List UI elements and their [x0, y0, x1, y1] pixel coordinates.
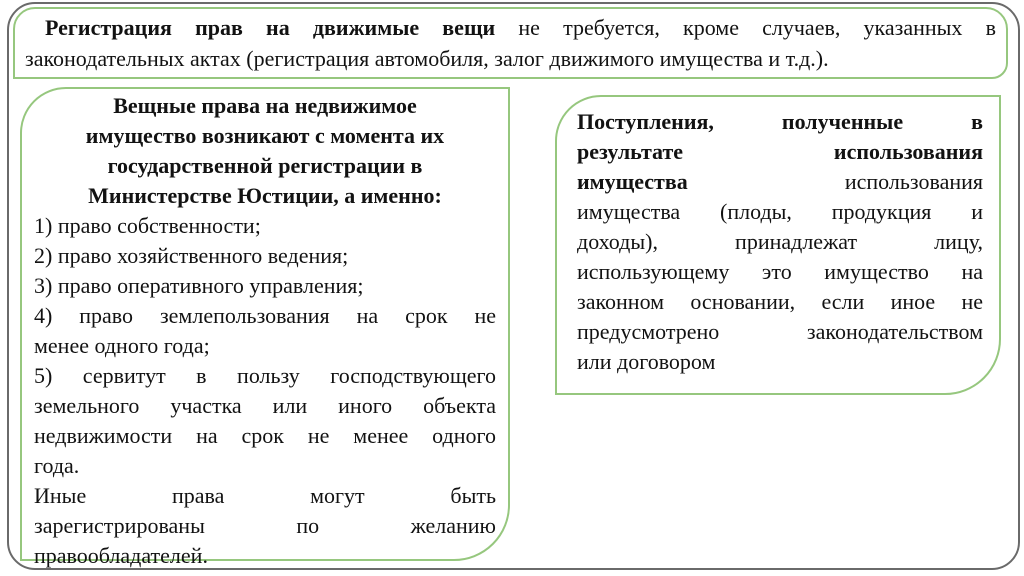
text-segment: доходы), принадлежат лицу, [577, 229, 983, 254]
text-segment: 2) право хозяйственного ведения; [34, 243, 349, 268]
text-line [577, 317, 983, 347]
text-line [577, 287, 983, 317]
text-line [577, 347, 983, 377]
text-line [25, 12, 996, 43]
bold-text-segment: Поступления, полученные в [577, 109, 983, 134]
text-line [34, 541, 496, 571]
bold-text-segment: результате использования [577, 139, 983, 164]
text-line [577, 197, 983, 227]
bold-text-segment: имущество возникают с момента их [85, 123, 445, 148]
text-segment: или договором [577, 349, 716, 374]
text-segment: предусмотрено законодательством [577, 319, 983, 344]
text-line [34, 91, 496, 121]
bold-text-segment: Регистрация прав на движимые вещи [45, 15, 496, 40]
bold-text-segment: имущества [577, 169, 688, 194]
text-segment: 3) право оперативного управления; [34, 273, 364, 298]
text-line [34, 511, 496, 541]
text-segment: использующему это имущество на [577, 259, 983, 284]
movables-registration-text [25, 12, 996, 74]
text-line [577, 257, 983, 287]
text-segment: 5) сервитут в пользу господствующего [34, 363, 496, 388]
text-segment: менее одного года; [34, 333, 210, 358]
text-line [34, 331, 496, 361]
movables-registration-box [13, 7, 1008, 79]
text-segment: законном основании, если иное не [577, 289, 983, 314]
text-segment: 1) право собственности; [34, 213, 261, 238]
text-line [577, 137, 983, 167]
text-segment: недвижимости на срок не менее одного [34, 423, 496, 448]
text-segment: использования [844, 169, 983, 194]
text-segment: не требуется, кроме случаев, указанных в [518, 15, 996, 40]
text-line [34, 391, 496, 421]
text-line [34, 421, 496, 451]
text-line [34, 181, 496, 211]
proceeds-from-property-box [555, 95, 1001, 395]
text-line [577, 107, 983, 137]
text-line [34, 121, 496, 151]
text-segment: имущества (плоды, продукция и [577, 199, 983, 224]
text-line [34, 361, 496, 391]
text-line [34, 301, 496, 331]
text-segment: Иные права могут быть [34, 483, 496, 508]
text-line [577, 227, 983, 257]
text-line [34, 241, 496, 271]
proceeds-from-property-text [577, 107, 983, 377]
bold-text-segment: государственной регистрации в [107, 153, 423, 178]
text-segment: зарегистрированы по желанию [34, 513, 496, 538]
text-line [34, 271, 496, 301]
text-segment: земельного участка или иного объекта [34, 393, 496, 418]
text-segment: правообладателей. [34, 543, 208, 568]
text-line [34, 481, 496, 511]
text-line [34, 151, 496, 181]
real-estate-rights-text [34, 91, 496, 571]
bold-text-segment: Вещные права на недвижимое [113, 93, 417, 118]
text-segment: законодательных актах (регистрация автомобиля, залог движимого имущества и т.д.). [25, 46, 829, 71]
text-line [34, 211, 496, 241]
bold-text-segment: Министерстве Юстиции, а именно: [88, 183, 442, 208]
text-line [577, 167, 983, 197]
text-line [34, 451, 496, 481]
text-segment: года. [34, 453, 80, 478]
text-segment: 4) право землепользования на срок не [34, 303, 496, 328]
text-line [25, 43, 996, 74]
real-estate-rights-box [20, 87, 510, 568]
